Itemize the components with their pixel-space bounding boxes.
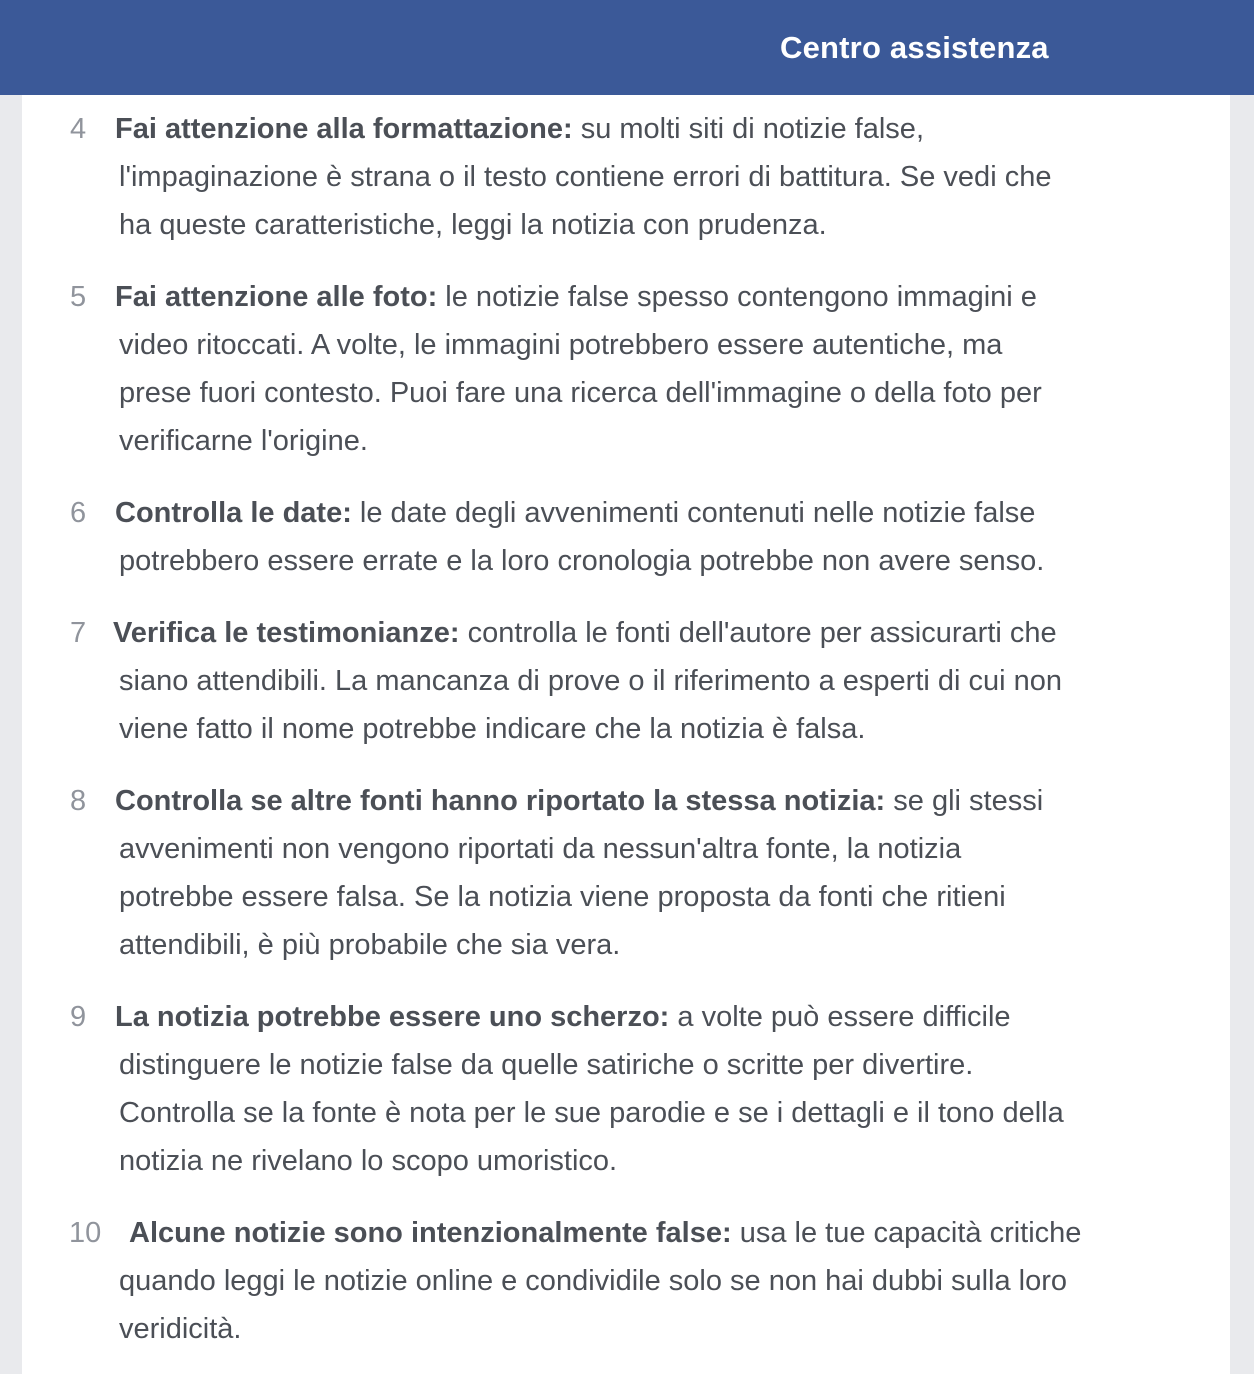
- list-item-number: 7: [70, 617, 87, 649]
- list-item-text: [115, 273, 1209, 465]
- list-item-line: Alcune notizie sono intenzionalmente false: usa le tue capacità critiche: [129, 1217, 1082, 1249]
- list-item-number: 9: [70, 1001, 87, 1033]
- list-item-line: potrebbero essere errate e la loro cronologia potrebbe non avere senso.: [119, 545, 1045, 577]
- list-item-line: verificarne l'origine.: [119, 425, 368, 457]
- top-bar: [0, 0, 1254, 95]
- list-item-title: Fai attenzione alla formattazione:: [115, 113, 573, 145]
- list-item-line: Verifica le testimonianze: controlla le fonti dell'autore per assicurarti che: [113, 617, 1057, 649]
- list-item-line: notizia ne rivelano lo scopo umoristico.: [119, 1145, 618, 1177]
- list-item-title: Verifica le testimonianze:: [113, 617, 460, 649]
- list-item-line: siano attendibili. La mancanza di prove o il riferimento a esperti di cui non: [119, 665, 1063, 697]
- list-item-text: [115, 489, 1209, 585]
- list-item-number: 6: [70, 497, 87, 529]
- list-item-line: distinguere le notizie false da quelle satiriche o scritte per divertire.: [119, 1049, 974, 1081]
- list-item-text: [113, 609, 1209, 753]
- list-item-line: Fai attenzione alla formattazione: su molti siti di notizie false,: [115, 113, 924, 145]
- list-item-line: l'impaginazione è strana o il testo contiene errori di battitura. Se vedi che: [119, 161, 1052, 193]
- list-item-title: Controlla le date:: [115, 497, 352, 529]
- list-item-line: quando leggi le notizie online e condividile solo se non hai dubbi sulla loro: [119, 1265, 1067, 1297]
- list-item-title: Alcune notizie sono intenzionalmente false:: [129, 1217, 732, 1249]
- list-item-line: video ritoccati. A volte, le immagini potrebbero essere autentiche, ma: [119, 329, 1003, 361]
- page-title: Centro assistenza: [780, 30, 1049, 65]
- list-item-line: attendibili, è più probabile che sia vera.: [119, 929, 621, 961]
- article-content: [22, 95, 1230, 1374]
- list-item-title: La notizia potrebbe essere uno scherzo:: [115, 1001, 670, 1033]
- list-item-number: 8: [70, 785, 87, 817]
- list-item-line: ha queste caratteristiche, leggi la notizia con prudenza.: [119, 209, 827, 241]
- list-item-title: Fai attenzione alle foto:: [115, 281, 438, 313]
- list-item-line: viene fatto il nome potrebbe indicare che la notizia è falsa.: [119, 713, 866, 745]
- list-item-line: Controlla se altre fonti hanno riportato la stessa notizia: se gli stessi: [115, 785, 1044, 817]
- list-item-text: [115, 105, 1209, 249]
- list-item-line: Controlla se la fonte è nota per le sue parodie e se i dettagli e il tono della: [119, 1097, 1064, 1129]
- list-item-number: 10: [69, 1217, 102, 1249]
- list-item-text: [115, 993, 1209, 1185]
- list-item-line: Controlla le date: le date degli avvenimenti contenuti nelle notizie false: [115, 497, 1036, 529]
- list-item-line: Fai attenzione alle foto: le notizie false spesso contengono immagini e: [115, 281, 1037, 313]
- list-item-line: veridicità.: [119, 1313, 242, 1345]
- list-item-number: 5: [70, 281, 87, 313]
- list-item-title: Controlla se altre fonti hanno riportato la stessa notizia:: [115, 785, 886, 817]
- list-item-line: potrebbe essere falsa. Se la notizia viene proposta da fonti che ritieni: [119, 881, 1006, 913]
- list-item-line: avvenimenti non vengono riportati da nessun'altra fonte, la notizia: [119, 833, 962, 865]
- list-item-line: prese fuori contesto. Puoi fare una ricerca dell'immagine o della foto per: [119, 377, 1042, 409]
- list-item-number: 4: [70, 113, 87, 145]
- list-item-line: La notizia potrebbe essere uno scherzo: a volte può essere difficile: [115, 1001, 1011, 1033]
- list-item-text: [119, 1209, 1209, 1353]
- list-item-text: [115, 777, 1209, 969]
